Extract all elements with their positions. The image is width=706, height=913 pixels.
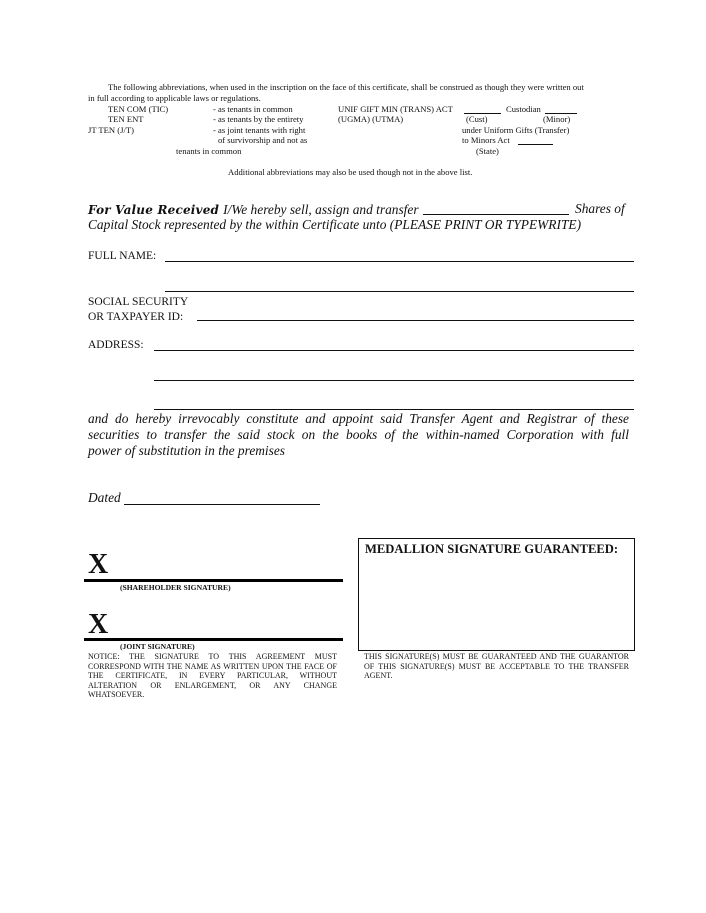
abbrev-cust: (Cust) [466,114,488,124]
ssn-label-line2: OR TAXPAYER ID: [88,311,184,323]
abbrev-jt-ten-desc3: tenants in common [176,146,242,156]
address-label: ADDRESS: [88,339,144,351]
shareholder-signature-label: (SHAREHOLDER SIGNATURE) [120,583,231,592]
abbrev-ugma: (UGMA) (UTMA) [338,114,404,124]
abbrev-jt-ten-desc2: of survivorship and not as [218,135,308,145]
address-line-1[interactable] [154,350,634,351]
abbrev-under-uniform: under Uniform Gifts (Transfer) [462,125,570,135]
dated-label: Dated [88,490,121,505]
abbrev-ten-ent-desc: - as tenants by the entirety [213,114,304,124]
medallion-title: MEDALLION SIGNATURE GUARANTEED: [365,542,619,556]
abbrev-to-minors: to Minors Act [462,135,510,145]
appoint-line3: power of substitution in the premises [88,443,286,458]
address-line-3[interactable] [154,409,634,410]
dated-line[interactable] [124,504,320,505]
abbrev-custodian: Custodian [506,104,541,114]
abbrev-jt-ten-desc1: - as joint tenants with right [213,125,306,135]
abbrev-minor: (Minor) [543,114,571,124]
medallion-note: THIS SIGNATURE(S) MUST BE GUARANTEED AND THE GUARANTOR OF THIS SIGNATURE(S) MUST BE ACCEPTABLE TO THE TRANSFER AGENT. [364,652,629,681]
medallion-box[interactable] [358,538,635,651]
appoint-line1: and do hereby irrevocably constitute and appoint said Transfer Agent and Registrar of these [88,411,629,426]
appoint-line2: securities to transfer the said stock on the books of the within-named Corporation with full [88,427,629,442]
state-blank-line [518,144,553,145]
abbrev-additional: Additional abbreviations may also be used though not in the above list. [228,167,473,177]
abbrev-intro-line1: The following abbreviations, when used in the inscription on the face of this certificate, shall be construed as though they were written out [108,82,584,92]
abbrev-ten-com: TEN COM (TIC) [108,104,169,114]
shareholder-x-mark: X [88,549,109,580]
full-name-line-2[interactable] [165,291,634,292]
transfer-sell-text: I/We hereby sell, assign and transfer [223,202,419,217]
signature-notice: NOTICE: THE SIGNATURE TO THIS AGREEMENT MUST CORRESPOND WITH THE NAME AS WRITTEN UPON THE FACE OF THE CERTIFICATE, IN EVERY PARTICULAR, WITHOUT ALTERATION OR ENLARGEMENT, OR ANY CHANGE WHATSOEVER. [88,652,337,700]
abbrev-ten-com-desc: - as tenants in common [213,104,293,114]
ssn-label-line1: SOCIAL SECURITY [88,296,189,308]
joint-signature-line[interactable] [84,638,343,641]
abbrev-ten-ent: TEN ENT [108,114,144,124]
full-name-label: FULL NAME: [88,250,157,262]
transfer-line2: Capital Stock represented by the within Certificate unto (PLEASE PRINT OR TYPEWRITE) [88,217,582,232]
full-name-line[interactable] [165,261,634,262]
joint-signature-label: (JOINT SIGNATURE) [120,642,195,651]
joint-x-mark: X [88,609,109,640]
transfer-shares-of: Shares of [575,201,625,216]
for-value-received: For Value Received [88,203,220,217]
ssn-line[interactable] [197,320,634,321]
abbrev-intro-line2: in full according to applicable laws or regulations. [88,93,261,103]
abbrev-jt-ten: JT TEN (J/T) [88,125,134,135]
address-line-2[interactable] [154,380,634,381]
abbrev-unif-gift: UNIF GIFT MIN (TRANS) ACT [338,104,453,114]
shares-blank-line [423,214,569,215]
abbrev-state: (State) [476,146,499,156]
shareholder-signature-line[interactable] [84,579,343,582]
